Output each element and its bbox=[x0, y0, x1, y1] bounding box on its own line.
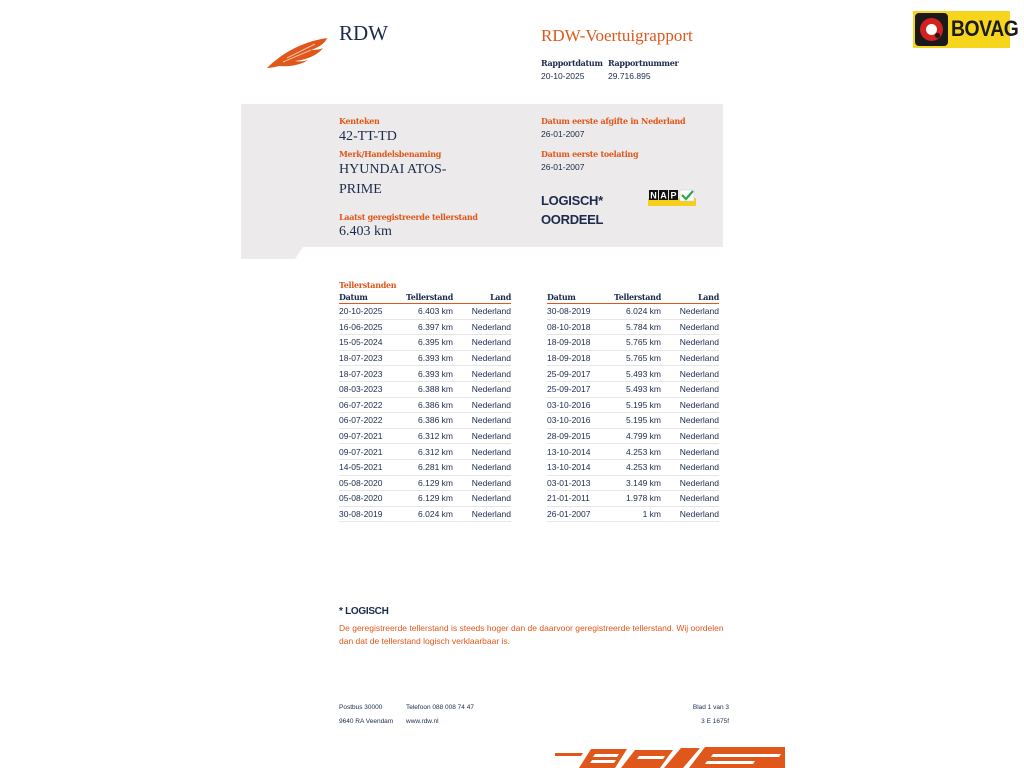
table-row bbox=[339, 319, 511, 335]
report-title: RDW-Voertuigrapport bbox=[541, 26, 693, 45]
col-reading: Tellerstand bbox=[401, 292, 453, 304]
nap-logo-icon bbox=[648, 189, 696, 206]
table-row bbox=[339, 397, 511, 413]
footnote-text: De geregistreerde tellerstand is steeds hoger dan de daarvoor geregistreerde tellerstand. Wij oordelen dan dat de tellerstand logisch verklaarbaar is. bbox=[339, 623, 724, 646]
cell-reading: 5.765 km bbox=[609, 350, 661, 366]
cell-reading: 5.493 km bbox=[609, 381, 661, 397]
cell-country: Nederland bbox=[661, 366, 719, 382]
cell-country: Nederland bbox=[453, 444, 511, 460]
table-row bbox=[339, 491, 511, 507]
report-number: 29.716.895 bbox=[608, 71, 651, 81]
cell-date: 05-08-2020 bbox=[339, 475, 401, 491]
cell-country: Nederland bbox=[453, 319, 511, 335]
report-date-label: Rapportdatum bbox=[541, 58, 603, 68]
cell-country: Nederland bbox=[661, 397, 719, 413]
footer-page: Blad 1 van 3 bbox=[692, 704, 729, 711]
footer-phone: Telefoon 088 008 74 47 bbox=[406, 704, 474, 711]
cell-reading: 4.253 km bbox=[609, 459, 661, 475]
svg-text:N: N bbox=[650, 190, 657, 201]
cell-country: Nederland bbox=[661, 350, 719, 366]
table-row bbox=[547, 475, 719, 491]
cell-reading: 1 km bbox=[609, 506, 661, 522]
rdw-logo-icon bbox=[265, 34, 329, 70]
bovag-dot bbox=[935, 33, 940, 38]
cell-reading: 6.024 km bbox=[401, 506, 453, 522]
table-row bbox=[339, 428, 511, 444]
odometer-table-left bbox=[339, 292, 511, 522]
cell-country: Nederland bbox=[661, 428, 719, 444]
cell-reading: 6.312 km bbox=[401, 428, 453, 444]
bovag-circle bbox=[920, 18, 943, 41]
cell-country: Nederland bbox=[453, 413, 511, 429]
table-row bbox=[547, 491, 719, 507]
cell-date: 06-07-2022 bbox=[339, 397, 401, 413]
plate-label: Kenteken bbox=[339, 116, 380, 126]
cell-country: Nederland bbox=[453, 506, 511, 522]
cell-country: Nederland bbox=[453, 491, 511, 507]
cell-date: 06-07-2022 bbox=[339, 413, 401, 429]
cell-date: 25-09-2017 bbox=[547, 366, 609, 382]
col-date: Datum bbox=[547, 292, 609, 304]
table-row bbox=[547, 319, 719, 335]
table-row bbox=[339, 381, 511, 397]
cell-reading: 6.386 km bbox=[401, 397, 453, 413]
verdict bbox=[541, 191, 603, 229]
org-name: RDW bbox=[339, 21, 388, 45]
first-issue-nl-label: Datum eerste afgifte in Nederland bbox=[541, 116, 686, 126]
cell-date: 30-08-2019 bbox=[547, 304, 609, 320]
footnote-title: * LOGISCH bbox=[339, 606, 389, 617]
plate-value: 42-TT-TD bbox=[339, 129, 397, 144]
cell-country: Nederland bbox=[661, 491, 719, 507]
cell-date: 28-09-2015 bbox=[547, 428, 609, 444]
cell-reading: 6.397 km bbox=[401, 319, 453, 335]
cell-country: Nederland bbox=[661, 381, 719, 397]
cell-reading: 6.393 km bbox=[401, 350, 453, 366]
table-row bbox=[547, 335, 719, 351]
table-row bbox=[547, 366, 719, 382]
col-date: Datum bbox=[339, 292, 401, 304]
cell-country: Nederland bbox=[453, 397, 511, 413]
table-row bbox=[339, 459, 511, 475]
cell-date: 21-01-2011 bbox=[547, 491, 609, 507]
table-row bbox=[339, 444, 511, 460]
svg-text:A: A bbox=[660, 190, 667, 201]
cell-date: 20-10-2025 bbox=[339, 304, 401, 320]
footer-website[interactable]: www.rdw.nl bbox=[406, 718, 439, 725]
last-odo-value: 6.403 km bbox=[339, 224, 392, 239]
cell-country: Nederland bbox=[661, 304, 719, 320]
cell-date: 16-06-2025 bbox=[339, 319, 401, 335]
cell-date: 09-07-2021 bbox=[339, 428, 401, 444]
cell-reading: 5.784 km bbox=[609, 319, 661, 335]
cell-date: 14-05-2021 bbox=[339, 459, 401, 475]
cell-reading: 6.129 km bbox=[401, 475, 453, 491]
cell-reading: 3.149 km bbox=[609, 475, 661, 491]
footer-po-box: Postbus 30000 bbox=[339, 704, 383, 711]
table-row bbox=[547, 350, 719, 366]
table-row bbox=[547, 459, 719, 475]
cell-date: 05-08-2020 bbox=[339, 491, 401, 507]
table-row bbox=[547, 428, 719, 444]
table-row bbox=[339, 413, 511, 429]
cell-country: Nederland bbox=[453, 304, 511, 320]
first-admission-label: Datum eerste toelating bbox=[541, 149, 639, 159]
cell-reading: 6.386 km bbox=[401, 413, 453, 429]
verdict-line2: OORDEEL bbox=[541, 212, 604, 227]
cell-reading: 5.195 km bbox=[609, 413, 661, 429]
cell-reading: 6.393 km bbox=[401, 366, 453, 382]
cell-reading: 6.129 km bbox=[401, 491, 453, 507]
cell-date: 03-10-2016 bbox=[547, 413, 609, 429]
report-date: 20-10-2025 bbox=[541, 71, 585, 81]
cell-reading: 6.281 km bbox=[401, 459, 453, 475]
footer-code: 3 E 1675f bbox=[701, 718, 729, 725]
cell-reading: 6.403 km bbox=[401, 304, 453, 320]
table-row bbox=[339, 304, 511, 320]
bovag-text: BOVAG bbox=[951, 16, 1019, 41]
make-label: Merk/Handelsbenaming bbox=[339, 149, 442, 159]
table-row bbox=[547, 413, 719, 429]
cell-country: Nederland bbox=[453, 335, 511, 351]
cell-country: Nederland bbox=[661, 444, 719, 460]
bovag-logo bbox=[913, 11, 1019, 48]
table-row bbox=[339, 475, 511, 491]
cell-country: Nederland bbox=[453, 350, 511, 366]
first-issue-nl-value: 26-01-2007 bbox=[541, 129, 585, 139]
table-row bbox=[547, 444, 719, 460]
make-value-line1: HYUNDAI ATOS- bbox=[339, 162, 447, 177]
first-admission-value: 26-01-2007 bbox=[541, 162, 585, 172]
cell-date: 18-07-2023 bbox=[339, 350, 401, 366]
cell-date: 09-07-2021 bbox=[339, 444, 401, 460]
cell-reading: 6.312 km bbox=[401, 444, 453, 460]
table-row bbox=[339, 366, 511, 382]
cell-country: Nederland bbox=[453, 428, 511, 444]
cell-reading: 4.253 km bbox=[609, 444, 661, 460]
last-odo-label: Laatst geregistreerde tellerstand bbox=[339, 212, 478, 222]
cell-date: 03-10-2016 bbox=[547, 397, 609, 413]
info-box-tail bbox=[241, 247, 303, 259]
bovag-emblem-icon bbox=[915, 13, 948, 46]
table-row bbox=[547, 381, 719, 397]
col-country: Land bbox=[453, 292, 511, 304]
cell-country: Nederland bbox=[453, 366, 511, 382]
cell-reading: 1.978 km bbox=[609, 491, 661, 507]
verdict-line1: LOGISCH* bbox=[541, 193, 603, 208]
cell-date: 03-01-2013 bbox=[547, 475, 609, 491]
cell-country: Nederland bbox=[661, 413, 719, 429]
table-row bbox=[339, 350, 511, 366]
cell-date: 18-07-2023 bbox=[339, 366, 401, 382]
cell-date: 26-01-2007 bbox=[547, 506, 609, 522]
cell-date: 18-09-2018 bbox=[547, 335, 609, 351]
table-row bbox=[339, 506, 511, 522]
cell-reading: 5.195 km bbox=[609, 397, 661, 413]
table-row bbox=[339, 335, 511, 351]
col-reading: Tellerstand bbox=[609, 292, 661, 304]
cell-reading: 5.493 km bbox=[609, 366, 661, 382]
cell-country: Nederland bbox=[661, 335, 719, 351]
cell-date: 13-10-2014 bbox=[547, 444, 609, 460]
make-value-line2: PRIME bbox=[339, 182, 382, 197]
cell-date: 18-09-2018 bbox=[547, 350, 609, 366]
footer-city: 9640 RA Veendam bbox=[339, 718, 394, 725]
svg-text:P: P bbox=[670, 190, 677, 201]
cell-country: Nederland bbox=[661, 319, 719, 335]
cell-date: 08-10-2018 bbox=[547, 319, 609, 335]
odometer-title: Tellerstanden bbox=[339, 280, 397, 290]
cell-date: 30-08-2019 bbox=[339, 506, 401, 522]
report-number-label: Rapportnummer bbox=[608, 58, 679, 68]
cell-country: Nederland bbox=[453, 459, 511, 475]
table-row bbox=[547, 506, 719, 522]
cell-date: 15-05-2024 bbox=[339, 335, 401, 351]
cell-date: 13-10-2014 bbox=[547, 459, 609, 475]
cell-country: Nederland bbox=[453, 475, 511, 491]
cell-country: Nederland bbox=[661, 459, 719, 475]
cell-country: Nederland bbox=[661, 506, 719, 522]
bovag-circle-inner bbox=[926, 24, 937, 35]
cell-reading: 4.799 km bbox=[609, 428, 661, 444]
col-country: Land bbox=[661, 292, 719, 304]
cell-reading: 5.765 km bbox=[609, 335, 661, 351]
table-row bbox=[547, 304, 719, 320]
cell-reading: 6.024 km bbox=[609, 304, 661, 320]
cell-reading: 6.395 km bbox=[401, 335, 453, 351]
cell-date: 08-03-2023 bbox=[339, 381, 401, 397]
bottom-stripes-icon bbox=[555, 747, 785, 768]
cell-country: Nederland bbox=[453, 381, 511, 397]
table-row bbox=[547, 397, 719, 413]
odometer-table-right bbox=[547, 292, 719, 522]
cell-reading: 6.388 km bbox=[401, 381, 453, 397]
cell-date: 25-09-2017 bbox=[547, 381, 609, 397]
cell-country: Nederland bbox=[661, 475, 719, 491]
